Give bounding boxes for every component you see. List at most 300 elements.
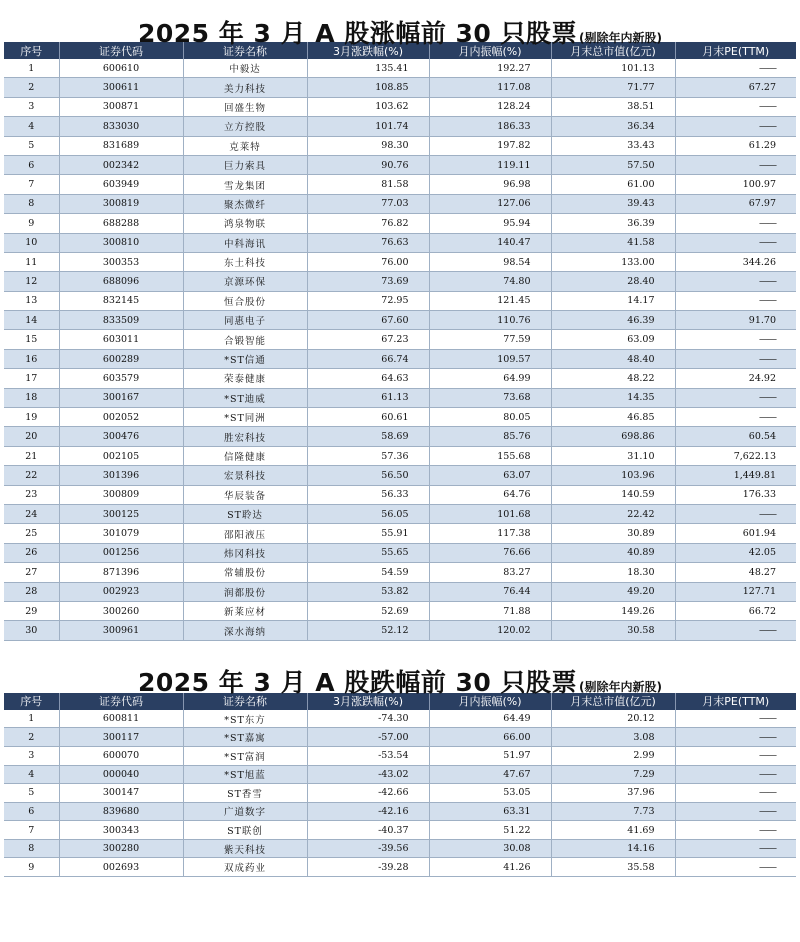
cell-name: 回盛生物 <box>183 97 307 116</box>
cell-change: 52.12 <box>307 621 429 640</box>
cell-pe: —— <box>675 504 796 523</box>
cell-rank: 19 <box>4 408 59 427</box>
cell-name: *ST同洲 <box>183 408 307 427</box>
cell-market-cap: 39.43 <box>551 194 675 213</box>
cell-rank: 18 <box>4 388 59 407</box>
cell-amplitude: 51.97 <box>429 746 551 765</box>
cell-change: 67.60 <box>307 311 429 330</box>
cell-rank: 24 <box>4 504 59 523</box>
cell-name: 邵阳液压 <box>183 524 307 543</box>
cell-pe: —— <box>675 746 796 765</box>
cell-amplitude: 101.68 <box>429 504 551 523</box>
cell-name: 中科海讯 <box>183 233 307 252</box>
cell-rank: 20 <box>4 427 59 446</box>
cell-pe: 24.92 <box>675 369 796 388</box>
cell-code: 871396 <box>59 563 183 582</box>
cell-pe: —— <box>675 858 796 877</box>
cell-amplitude: 128.24 <box>429 97 551 116</box>
cell-change: -43.02 <box>307 765 429 784</box>
cell-market-cap: 2.99 <box>551 746 675 765</box>
cell-rank: 12 <box>4 272 59 291</box>
table-row <box>4 485 796 504</box>
cell-code: 603011 <box>59 330 183 349</box>
cell-amplitude: 64.49 <box>429 710 551 728</box>
cell-change: 56.05 <box>307 504 429 523</box>
cell-rank: 7 <box>4 821 59 840</box>
cell-rank: 5 <box>4 136 59 155</box>
cell-pe: —— <box>675 117 796 136</box>
cell-change: 53.82 <box>307 582 429 601</box>
cell-name: *ST富润 <box>183 746 307 765</box>
cell-amplitude: 98.54 <box>429 252 551 271</box>
cell-name: 巨力索具 <box>183 155 307 174</box>
cell-code: 603579 <box>59 369 183 388</box>
cell-market-cap: 22.42 <box>551 504 675 523</box>
cell-change: 101.74 <box>307 117 429 136</box>
cell-pe: —— <box>675 233 796 252</box>
losers-table <box>4 693 796 877</box>
cell-amplitude: 120.02 <box>429 621 551 640</box>
cell-amplitude: 74.80 <box>429 272 551 291</box>
cell-market-cap: 57.50 <box>551 155 675 174</box>
cell-pe: —— <box>675 821 796 840</box>
cell-name: ST聆达 <box>183 504 307 523</box>
cell-rank: 8 <box>4 839 59 858</box>
cell-rank: 5 <box>4 784 59 803</box>
gainers-subtitle: (剔除年内新股) <box>579 31 663 45</box>
table-row <box>4 117 796 136</box>
cell-code: 000040 <box>59 765 183 784</box>
cell-market-cap: 20.12 <box>551 710 675 728</box>
cell-rank: 29 <box>4 601 59 620</box>
cell-code: 300871 <box>59 97 183 116</box>
cell-rank: 9 <box>4 858 59 877</box>
table-row <box>4 272 796 291</box>
cell-code: 300961 <box>59 621 183 640</box>
cell-code: 833509 <box>59 311 183 330</box>
table-row <box>4 369 796 388</box>
cell-pe: 176.33 <box>675 485 796 504</box>
cell-pe: —— <box>675 97 796 116</box>
table-row <box>4 524 796 543</box>
cell-rank: 26 <box>4 543 59 562</box>
gainers-title-block <box>0 0 800 48</box>
cell-market-cap: 18.30 <box>551 563 675 582</box>
cell-name: 中毅达 <box>183 59 307 78</box>
cell-pe: —— <box>675 802 796 821</box>
cell-market-cap: 28.40 <box>551 272 675 291</box>
column-header-pe: 月末PE(TTM) <box>675 693 796 710</box>
cell-name: 立方控股 <box>183 117 307 136</box>
cell-pe: 67.97 <box>675 194 796 213</box>
cell-change: 73.69 <box>307 272 429 291</box>
cell-code: 002693 <box>59 858 183 877</box>
cell-code: 300809 <box>59 485 183 504</box>
cell-pe: —— <box>675 330 796 349</box>
cell-amplitude: 76.44 <box>429 582 551 601</box>
cell-market-cap: 35.58 <box>551 858 675 877</box>
cell-change: -40.37 <box>307 821 429 840</box>
cell-amplitude: 117.08 <box>429 78 551 97</box>
cell-change: 56.33 <box>307 485 429 504</box>
cell-name: 紫天科技 <box>183 839 307 858</box>
cell-pe: 91.70 <box>675 311 796 330</box>
table-row <box>4 330 796 349</box>
cell-name: 美力科技 <box>183 78 307 97</box>
cell-amplitude: 121.45 <box>429 291 551 310</box>
cell-change: 72.95 <box>307 291 429 310</box>
cell-amplitude: 64.99 <box>429 369 551 388</box>
cell-market-cap: 7.29 <box>551 765 675 784</box>
cell-code: 002105 <box>59 446 183 465</box>
cell-market-cap: 71.77 <box>551 78 675 97</box>
cell-code: 603949 <box>59 175 183 194</box>
cell-amplitude: 109.57 <box>429 349 551 368</box>
table-row <box>4 802 796 821</box>
cell-market-cap: 46.85 <box>551 408 675 427</box>
cell-code: 300343 <box>59 821 183 840</box>
cell-amplitude: 30.08 <box>429 839 551 858</box>
cell-pe: —— <box>675 839 796 858</box>
cell-market-cap: 49.20 <box>551 582 675 601</box>
table-row <box>4 839 796 858</box>
cell-amplitude: 186.33 <box>429 117 551 136</box>
cell-name: *ST旭蓝 <box>183 765 307 784</box>
cell-code: 688096 <box>59 272 183 291</box>
cell-pe: —— <box>675 388 796 407</box>
cell-rank: 13 <box>4 291 59 310</box>
cell-rank: 23 <box>4 485 59 504</box>
cell-market-cap: 61.00 <box>551 175 675 194</box>
table-row <box>4 765 796 784</box>
table-row <box>4 311 796 330</box>
cell-name: 雪龙集团 <box>183 175 307 194</box>
cell-pe: —— <box>675 710 796 728</box>
cell-amplitude: 41.26 <box>429 858 551 877</box>
cell-code: 301079 <box>59 524 183 543</box>
cell-code: 300260 <box>59 601 183 620</box>
cell-market-cap: 14.35 <box>551 388 675 407</box>
column-header-name: 证券名称 <box>183 693 307 710</box>
table-row <box>4 466 796 485</box>
cell-code: 300819 <box>59 194 183 213</box>
table-row <box>4 427 796 446</box>
gainers-title: 2025 年 3 月 A 股涨幅前 30 只股票 <box>137 19 578 48</box>
cell-rank: 14 <box>4 311 59 330</box>
cell-code: 002052 <box>59 408 183 427</box>
cell-market-cap: 31.10 <box>551 446 675 465</box>
cell-name: 京源环保 <box>183 272 307 291</box>
cell-change: 61.13 <box>307 388 429 407</box>
cell-rank: 3 <box>4 746 59 765</box>
cell-amplitude: 77.59 <box>429 330 551 349</box>
cell-name: 宏景科技 <box>183 466 307 485</box>
cell-name: 润都股份 <box>183 582 307 601</box>
cell-market-cap: 3.08 <box>551 728 675 747</box>
cell-pe: 1,449.81 <box>675 466 796 485</box>
cell-amplitude: 71.88 <box>429 601 551 620</box>
cell-rank: 3 <box>4 97 59 116</box>
cell-pe: 60.54 <box>675 427 796 446</box>
table-row <box>4 446 796 465</box>
cell-pe: —— <box>675 784 796 803</box>
cell-amplitude: 83.27 <box>429 563 551 582</box>
table-row <box>4 543 796 562</box>
cell-market-cap: 36.39 <box>551 214 675 233</box>
cell-code: 839680 <box>59 802 183 821</box>
column-header-rank: 序号 <box>20 44 43 58</box>
gainers-body <box>4 59 796 640</box>
cell-market-cap: 698.86 <box>551 427 675 446</box>
cell-name: 同惠电子 <box>183 311 307 330</box>
cell-code: 832145 <box>59 291 183 310</box>
cell-code: 831689 <box>59 136 183 155</box>
losers-title-block <box>0 663 800 697</box>
table-row <box>4 746 796 765</box>
cell-pe: —— <box>675 728 796 747</box>
cell-market-cap: 30.58 <box>551 621 675 640</box>
cell-pe: —— <box>675 349 796 368</box>
column-header-market-cap: 月末总市值(亿元) <box>551 42 675 59</box>
cell-name: *ST东方 <box>183 710 307 728</box>
cell-name: 合锻智能 <box>183 330 307 349</box>
cell-name: *ST迪威 <box>183 388 307 407</box>
cell-rank: 17 <box>4 369 59 388</box>
cell-pe: —— <box>675 291 796 310</box>
cell-rank: 4 <box>4 117 59 136</box>
cell-rank: 7 <box>4 175 59 194</box>
cell-rank: 1 <box>4 59 59 78</box>
cell-name: 克莱特 <box>183 136 307 155</box>
cell-change: 76.00 <box>307 252 429 271</box>
table-row <box>4 710 796 728</box>
cell-change: 98.30 <box>307 136 429 155</box>
cell-rank: 16 <box>4 349 59 368</box>
cell-code: 300476 <box>59 427 183 446</box>
cell-change: 108.85 <box>307 78 429 97</box>
cell-amplitude: 73.68 <box>429 388 551 407</box>
cell-name: 深水海纳 <box>183 621 307 640</box>
cell-amplitude: 85.76 <box>429 427 551 446</box>
cell-code: 300167 <box>59 388 183 407</box>
cell-market-cap: 101.13 <box>551 59 675 78</box>
cell-rank: 1 <box>4 710 59 728</box>
cell-change: 57.36 <box>307 446 429 465</box>
column-header-market-cap: 月末总市值(亿元) <box>551 693 675 710</box>
cell-pe: —— <box>675 214 796 233</box>
cell-code: 600610 <box>59 59 183 78</box>
cell-change: 135.41 <box>307 59 429 78</box>
cell-change: 77.03 <box>307 194 429 213</box>
cell-change: 90.76 <box>307 155 429 174</box>
cell-code: 300117 <box>59 728 183 747</box>
column-header-pe: 月末PE(TTM) <box>675 42 796 59</box>
cell-code: 688288 <box>59 214 183 233</box>
table-row <box>4 504 796 523</box>
cell-amplitude: 63.07 <box>429 466 551 485</box>
cell-amplitude: 96.98 <box>429 175 551 194</box>
column-header-change: 3月涨跌幅(%) <box>307 693 429 710</box>
cell-code: 301396 <box>59 466 183 485</box>
cell-change: 54.59 <box>307 563 429 582</box>
cell-name: 荣泰健康 <box>183 369 307 388</box>
cell-amplitude: 80.05 <box>429 408 551 427</box>
cell-change: 55.65 <box>307 543 429 562</box>
table-row <box>4 291 796 310</box>
cell-rank: 2 <box>4 728 59 747</box>
cell-rank: 22 <box>4 466 59 485</box>
cell-change: 56.50 <box>307 466 429 485</box>
cell-pe: 61.29 <box>675 136 796 155</box>
cell-market-cap: 38.51 <box>551 97 675 116</box>
cell-market-cap: 46.39 <box>551 311 675 330</box>
cell-market-cap: 149.26 <box>551 601 675 620</box>
cell-rank: 9 <box>4 214 59 233</box>
cell-change: 66.74 <box>307 349 429 368</box>
table-row <box>4 97 796 116</box>
cell-amplitude: 53.05 <box>429 784 551 803</box>
cell-code: 300810 <box>59 233 183 252</box>
cell-pe: 66.72 <box>675 601 796 620</box>
table-row <box>4 194 796 213</box>
cell-code: 001256 <box>59 543 183 562</box>
gainers-header-row <box>4 42 796 59</box>
cell-pe: —— <box>675 621 796 640</box>
cell-change: -53.54 <box>307 746 429 765</box>
cell-rank: 11 <box>4 252 59 271</box>
cell-pe: 67.27 <box>675 78 796 97</box>
cell-market-cap: 48.40 <box>551 349 675 368</box>
cell-code: 300353 <box>59 252 183 271</box>
cell-pe: —— <box>675 59 796 78</box>
cell-market-cap: 36.34 <box>551 117 675 136</box>
cell-name: 华辰装备 <box>183 485 307 504</box>
cell-amplitude: 117.38 <box>429 524 551 543</box>
cell-pe: 344.26 <box>675 252 796 271</box>
cell-name: 常辅股份 <box>183 563 307 582</box>
cell-name: 聚杰微纤 <box>183 194 307 213</box>
cell-pe: 42.05 <box>675 543 796 562</box>
table-row <box>4 349 796 368</box>
cell-name: 恒合股份 <box>183 291 307 310</box>
table-row <box>4 175 796 194</box>
cell-amplitude: 95.94 <box>429 214 551 233</box>
cell-name: 双成药业 <box>183 858 307 877</box>
cell-pe: 127.71 <box>675 582 796 601</box>
cell-name: ST香雪 <box>183 784 307 803</box>
cell-market-cap: 14.17 <box>551 291 675 310</box>
cell-amplitude: 197.82 <box>429 136 551 155</box>
cell-pe: 7,622.13 <box>675 446 796 465</box>
cell-change: 76.82 <box>307 214 429 233</box>
losers-subtitle: (剔除年内新股) <box>579 679 663 694</box>
cell-rank: 25 <box>4 524 59 543</box>
cell-pe: 100.97 <box>675 175 796 194</box>
table-row <box>4 582 796 601</box>
cell-amplitude: 140.47 <box>429 233 551 252</box>
cell-change: -39.56 <box>307 839 429 858</box>
table-row <box>4 621 796 640</box>
cell-pe: —— <box>675 155 796 174</box>
cell-amplitude: 51.22 <box>429 821 551 840</box>
cell-code: 300280 <box>59 839 183 858</box>
cell-change: 64.63 <box>307 369 429 388</box>
table-row <box>4 233 796 252</box>
cell-rank: 2 <box>4 78 59 97</box>
cell-change: 67.23 <box>307 330 429 349</box>
cell-code: 300147 <box>59 784 183 803</box>
cell-change: -74.30 <box>307 710 429 728</box>
cell-code: 002923 <box>59 582 183 601</box>
losers-title: 2025 年 3 月 A 股跌幅前 30 只股票 <box>137 667 578 697</box>
losers-body <box>4 710 796 877</box>
cell-code: 002342 <box>59 155 183 174</box>
cell-rank: 4 <box>4 765 59 784</box>
table-row <box>4 821 796 840</box>
cell-amplitude: 66.00 <box>429 728 551 747</box>
cell-name: 信隆健康 <box>183 446 307 465</box>
cell-market-cap: 140.59 <box>551 485 675 504</box>
table-row <box>4 59 796 78</box>
cell-code: 600289 <box>59 349 183 368</box>
cell-market-cap: 40.89 <box>551 543 675 562</box>
cell-market-cap: 7.73 <box>551 802 675 821</box>
table-row <box>4 408 796 427</box>
column-header-amplitude: 月内振幅(%) <box>429 42 551 59</box>
cell-name: 广道数字 <box>183 802 307 821</box>
table-row <box>4 728 796 747</box>
table-row <box>4 858 796 877</box>
cell-rank: 28 <box>4 582 59 601</box>
cell-change: -57.00 <box>307 728 429 747</box>
cell-rank: 21 <box>4 446 59 465</box>
cell-rank: 27 <box>4 563 59 582</box>
cell-rank: 6 <box>4 155 59 174</box>
losers-header-row <box>4 693 796 710</box>
cell-change: 76.63 <box>307 233 429 252</box>
cell-change: 81.58 <box>307 175 429 194</box>
cell-amplitude: 110.76 <box>429 311 551 330</box>
cell-pe: —— <box>675 765 796 784</box>
cell-change: 52.69 <box>307 601 429 620</box>
cell-code: 300611 <box>59 78 183 97</box>
cell-rank: 15 <box>4 330 59 349</box>
cell-change: -42.16 <box>307 802 429 821</box>
cell-change: 103.62 <box>307 97 429 116</box>
column-header-name: 证券名称 <box>183 42 307 59</box>
table-row <box>4 784 796 803</box>
table-row <box>4 78 796 97</box>
cell-code: 300125 <box>59 504 183 523</box>
cell-market-cap: 33.43 <box>551 136 675 155</box>
cell-rank: 10 <box>4 233 59 252</box>
cell-amplitude: 47.67 <box>429 765 551 784</box>
cell-amplitude: 192.27 <box>429 59 551 78</box>
cell-amplitude: 63.31 <box>429 802 551 821</box>
cell-name: 新莱应材 <box>183 601 307 620</box>
cell-name: 炜冈科技 <box>183 543 307 562</box>
column-header-rank: 序号 <box>20 695 43 709</box>
cell-name: ST联创 <box>183 821 307 840</box>
cell-pe: 601.94 <box>675 524 796 543</box>
cell-pe: —— <box>675 272 796 291</box>
cell-rank: 30 <box>4 621 59 640</box>
cell-amplitude: 119.11 <box>429 155 551 174</box>
cell-market-cap: 30.89 <box>551 524 675 543</box>
cell-name: *ST嘉寓 <box>183 728 307 747</box>
column-header-amplitude: 月内振幅(%) <box>429 693 551 710</box>
cell-code: 833030 <box>59 117 183 136</box>
